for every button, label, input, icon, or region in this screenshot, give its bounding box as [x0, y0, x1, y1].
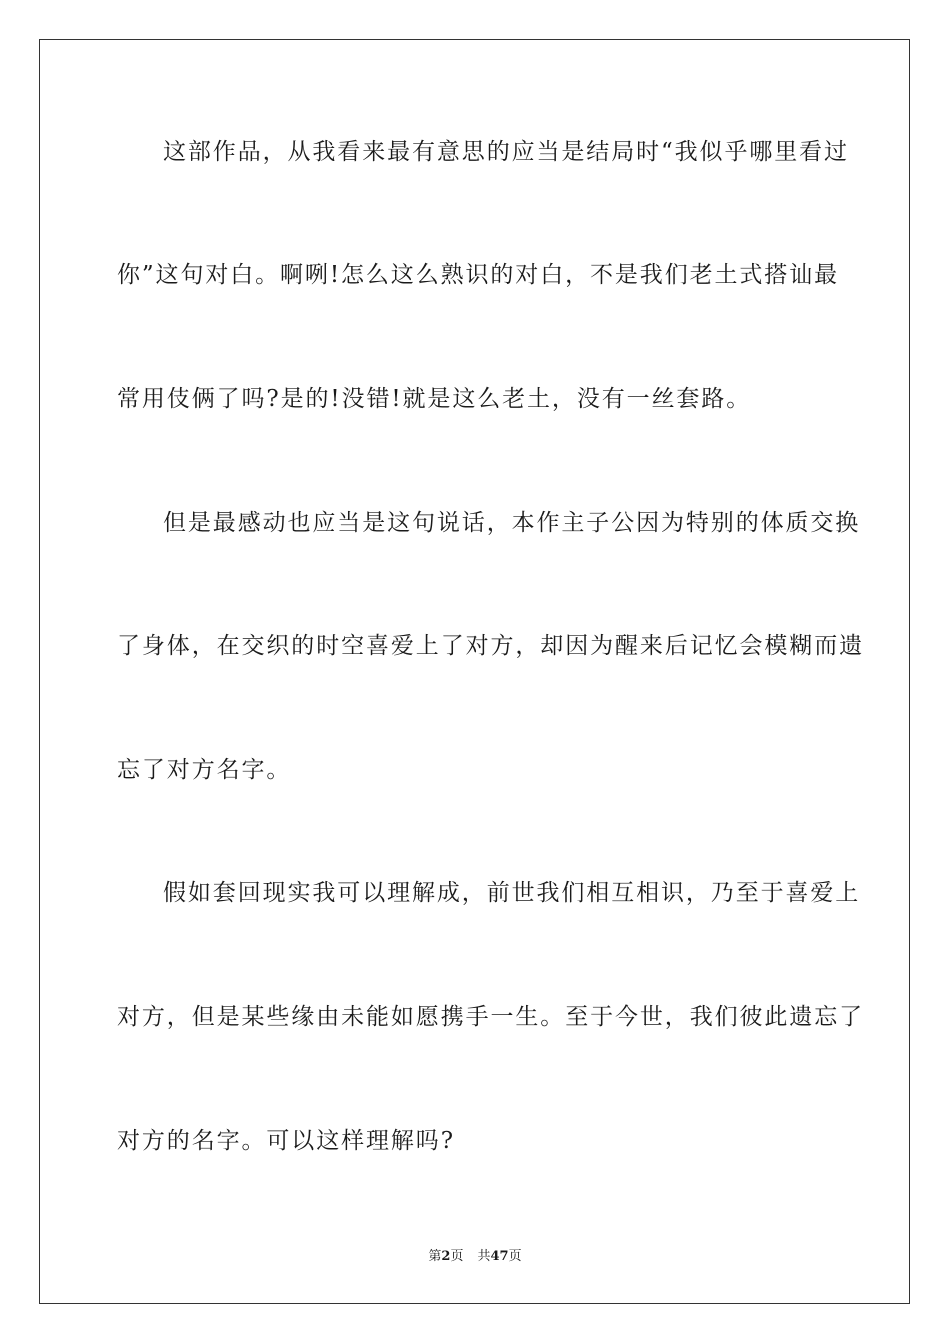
page-border: [39, 39, 910, 1304]
paragraph-2-line-1: 但是最感动也应当是这句说话，本作主子公因为特别的体质交换: [163, 510, 861, 536]
page-prefix: 第: [428, 1249, 442, 1264]
paragraph-1-line-2: 你”这句对白。啊咧!怎么这么熟识的对白，不是我们老土式搭讪最: [117, 262, 840, 288]
paragraph-2-line-3: 忘了对方名字。: [117, 757, 292, 783]
paragraph-3-line-2: 对方，但是某些缘由未能如愿携手一生。至于今世，我们彼此遗忘了: [117, 1004, 864, 1030]
paragraph-3-line-3: 对方的名字。可以这样理解吗?: [117, 1128, 455, 1154]
paragraph-2-line-2: 了身体，在交织的时空喜爱上了对方，却因为醒来后记忆会模糊而遗: [117, 633, 864, 659]
paragraph-1-line-1: 这部作品，从我看来最有意思的应当是结局时“我似乎哪里看过: [163, 139, 849, 165]
total-suffix: 页: [508, 1249, 522, 1264]
page-footer: [0, 1248, 950, 1266]
page-suffix: 页: [450, 1249, 464, 1264]
paragraph-3-line-1: 假如套回现实我可以理解成，前世我们相互相识，乃至于喜爱上: [163, 880, 861, 906]
total-pages: 47: [490, 1249, 509, 1264]
total-prefix: 共: [477, 1249, 491, 1264]
paragraph-1-line-3: 常用伎俩了吗?是的!没错!就是这么老土，没有一丝套路。: [117, 386, 752, 412]
page-number: 2: [441, 1249, 451, 1264]
